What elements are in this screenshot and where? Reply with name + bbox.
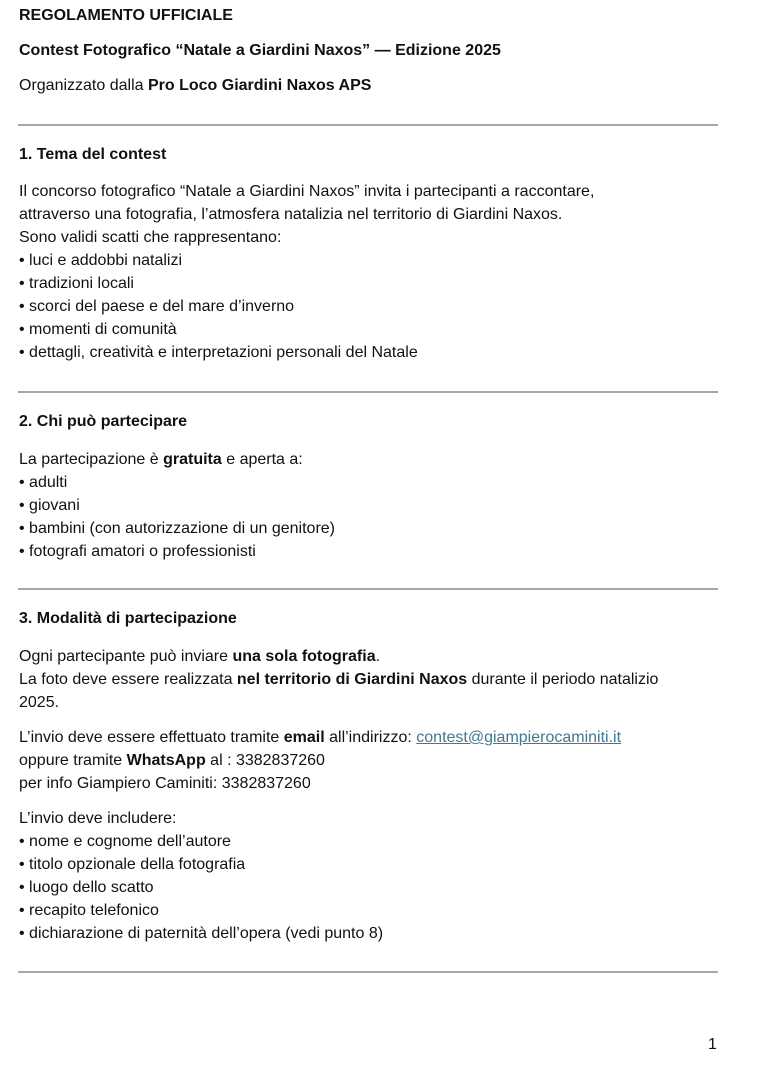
- section-heading-1: 1. Tema del contest: [19, 146, 167, 163]
- list-item: • tradizioni locali: [19, 275, 134, 292]
- text-run-bold: nel territorio di Giardini Naxos: [236, 671, 468, 688]
- text-run: durante il periodo natalizio: [467, 671, 659, 688]
- email-link[interactable]: contest@giampierocaminiti.it: [416, 729, 622, 746]
- divider: [18, 124, 718, 126]
- list-item: • recapito telefonico: [19, 902, 159, 919]
- list-item: • adulti: [19, 474, 68, 491]
- text-run: oppure tramite: [19, 752, 127, 769]
- page-number: 1: [708, 1036, 717, 1053]
- paragraph-line: [19, 645, 380, 668]
- list-item: • dichiarazione di paternità dell’opera (vedi punto 8): [19, 925, 384, 942]
- paragraph-line: [19, 726, 621, 749]
- text-run: La partecipazione è: [19, 451, 164, 468]
- paragraph-line: Sono validi scatti che rappresentano:: [19, 229, 282, 246]
- text-run-bold: una sola fotografia: [232, 648, 376, 665]
- list-item: • fotografi amatori o professionisti: [19, 543, 256, 560]
- divider: [18, 391, 718, 393]
- list-item: • bambini (con autorizzazione di un genitore): [19, 520, 335, 537]
- paragraph-line: [19, 668, 658, 691]
- text-run: Ogni partecipante può inviare: [19, 648, 233, 665]
- divider: [18, 588, 718, 590]
- list-item: • luogo dello scatto: [19, 879, 154, 896]
- document-subtitle: Contest Fotografico “Natale a Giardini Naxos” — Edizione 2025: [19, 42, 501, 59]
- section-heading-2: 2. Chi può partecipare: [19, 413, 188, 430]
- paragraph-line: attraverso una fotografia, l’atmosfera natalizia nel territorio di Giardini Naxos.: [19, 206, 563, 223]
- text-run: La foto deve essere realizzata: [19, 671, 237, 688]
- section-heading-3: 3. Modalità di partecipazione: [19, 610, 237, 627]
- divider: [18, 971, 718, 973]
- paragraph-line: L’invio deve includere:: [19, 810, 177, 827]
- text-run: L’invio deve essere effettuato tramite: [19, 729, 284, 746]
- text-run-bold: email: [283, 729, 325, 746]
- paragraph-line: [19, 749, 325, 772]
- list-item: • giovani: [19, 497, 80, 514]
- text-run: al : 3382837260: [205, 752, 325, 769]
- paragraph-line: [19, 448, 303, 471]
- list-item: • nome e cognome dell’autore: [19, 833, 231, 850]
- list-item: • dettagli, creatività e interpretazioni personali del Natale: [19, 344, 418, 361]
- text-run-bold: WhatsApp: [126, 752, 206, 769]
- list-item: • momenti di comunità: [19, 321, 177, 338]
- list-item: • luci e addobbi natalizi: [19, 252, 183, 269]
- paragraph-line: 2025.: [19, 694, 60, 711]
- paragraph-line: Il concorso fotografico “Natale a Giardini Naxos” invita i partecipanti a raccontare,: [19, 183, 595, 200]
- list-item: • scorci del paese e del mare d’inverno: [19, 298, 295, 315]
- organizer-line: [19, 77, 371, 95]
- organizer-prefix: Organizzato dalla: [19, 77, 148, 94]
- text-run-bold: gratuita: [163, 451, 222, 468]
- list-item: • titolo opzionale della fotografia: [19, 856, 246, 873]
- paragraph-line: per info Giampiero Caminiti: 3382837260: [19, 775, 311, 792]
- text-run: all’indirizzo:: [324, 729, 417, 746]
- text-run: e aperta a:: [221, 451, 303, 468]
- document-title: REGOLAMENTO UFFICIALE: [19, 7, 233, 24]
- organizer-name: Pro Loco Giardini Naxos APS: [147, 77, 372, 94]
- text-run: .: [375, 648, 381, 665]
